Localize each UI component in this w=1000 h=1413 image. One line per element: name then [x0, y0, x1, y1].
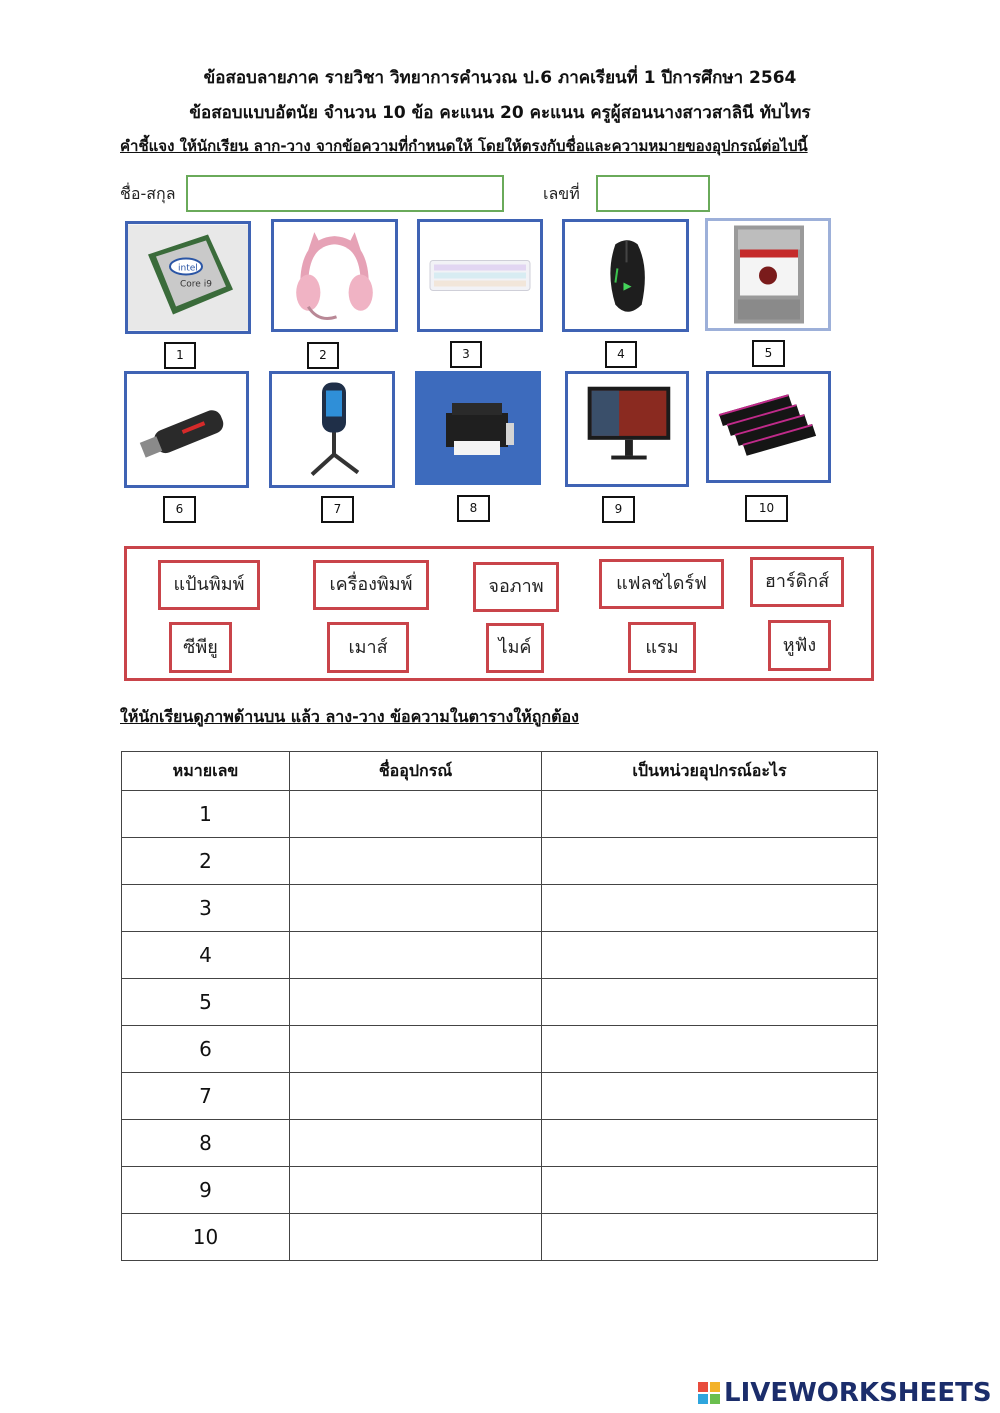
table-row — [122, 1026, 878, 1073]
device-type-cell[interactable] — [542, 885, 878, 932]
device-type-cell[interactable] — [542, 1167, 878, 1214]
flash-drive-icon — [127, 374, 246, 485]
device-type-cell[interactable] — [542, 1026, 878, 1073]
table-row — [122, 1120, 878, 1167]
picture-number-7: 7 — [321, 496, 354, 523]
word-microphone[interactable]: ไมค์ — [486, 623, 544, 673]
number-label: เลขที่ — [543, 184, 580, 203]
word-headphones[interactable]: หูฟัง — [768, 620, 831, 671]
svg-text:Core i9: Core i9 — [180, 279, 212, 290]
table-row — [122, 979, 878, 1026]
picture-10 — [706, 371, 831, 483]
device-name-cell[interactable] — [290, 932, 542, 979]
answer-table — [121, 751, 878, 1261]
row-number: 2 — [122, 838, 290, 885]
table-row — [122, 885, 878, 932]
instruction-text: คำชี้แจง ให้นักเรียน ลาก-วาง จากข้อความที่กำหนดให้ โดยให้ตรงกับชื่อและความหมายของอุปกรณ์ต่อไปนี้ — [120, 137, 808, 155]
picture-number-4: 4 — [605, 341, 637, 368]
device-name-cell[interactable] — [290, 1120, 542, 1167]
device-name-cell[interactable] — [290, 791, 542, 838]
name-input[interactable] — [186, 175, 504, 212]
word-ram[interactable]: แรม — [628, 622, 696, 673]
header-device-type: เป็นหน่วยอุปกรณ์อะไร — [542, 752, 878, 791]
liveworksheets-logo-icon — [698, 1382, 720, 1404]
hard-disk-icon — [708, 221, 828, 328]
table-row — [122, 838, 878, 885]
name-label: ชื่อ-สกุล — [120, 184, 176, 203]
row-number: 9 — [122, 1167, 290, 1214]
device-type-cell[interactable] — [542, 979, 878, 1026]
picture-number-9: 9 — [602, 496, 635, 523]
picture-number-3: 3 — [450, 341, 482, 368]
word-printer[interactable]: เครื่องพิมพ์ — [313, 560, 429, 610]
row-number: 7 — [122, 1073, 290, 1120]
picture-number-1: 1 — [164, 342, 196, 369]
device-type-cell[interactable] — [542, 1120, 878, 1167]
device-type-cell[interactable] — [542, 1214, 878, 1261]
table-row — [122, 1073, 878, 1120]
word-cpu[interactable]: ซีพียู — [169, 622, 232, 673]
headphones-icon — [274, 222, 395, 329]
row-number: 4 — [122, 932, 290, 979]
word-monitor[interactable]: จอภาพ — [473, 562, 559, 612]
monitor-icon — [568, 374, 686, 484]
row-number: 8 — [122, 1120, 290, 1167]
printer-icon — [418, 374, 538, 482]
picture-1 — [125, 221, 251, 334]
word-keyboard[interactable]: แป้นพิมพ์ — [158, 560, 260, 610]
row-number: 3 — [122, 885, 290, 932]
picture-number-8: 8 — [457, 495, 490, 522]
exam-subtitle: ข้อสอบแบบอัตนัย จำนวน 10 ข้อ คะแนน 20 คะแนน ครูผู้สอนนางสาวสาลินี ทับไทร — [189, 103, 811, 123]
row-number: 1 — [122, 791, 290, 838]
exam-title: ข้อสอบลายภาค รายวิชา วิทยาการคำนวณ ป.6 ภาคเรียนที่ 1 ปีการศึกษา 2564 — [203, 68, 797, 88]
ram-icon — [709, 374, 828, 480]
device-name-cell[interactable] — [290, 838, 542, 885]
table-row — [122, 1167, 878, 1214]
device-type-cell[interactable] — [542, 791, 878, 838]
mouse-icon — [565, 222, 686, 329]
picture-2 — [271, 219, 398, 332]
device-name-cell[interactable] — [290, 979, 542, 1026]
table-row — [122, 791, 878, 838]
word-flash-drive[interactable]: แฟลชไดร์ฟ — [599, 559, 724, 609]
picture-8 — [415, 371, 541, 485]
device-name-cell[interactable] — [290, 1073, 542, 1120]
picture-9 — [565, 371, 689, 487]
table-row — [122, 1214, 878, 1261]
number-input[interactable] — [596, 175, 710, 212]
picture-7 — [269, 371, 395, 488]
word-mouse[interactable]: เมาส์ — [327, 622, 409, 673]
header-number: หมายเลข — [122, 752, 290, 791]
table-row — [122, 932, 878, 979]
row-number: 6 — [122, 1026, 290, 1073]
header-device-name: ชื่ออุปกรณ์ — [290, 752, 542, 791]
microphone-icon — [272, 374, 392, 485]
cpu-icon — [128, 224, 248, 331]
table-instruction: ให้นักเรียนดูภาพด้านบน แล้ว ลาง-วาง ข้อความในตารางให้ถูกต้อง — [120, 707, 579, 726]
device-type-cell[interactable] — [542, 1073, 878, 1120]
svg-text:intel: intel — [178, 263, 198, 274]
brand-text: LIVEWORKSHEETS — [724, 1378, 992, 1408]
device-name-cell[interactable] — [290, 1214, 542, 1261]
device-type-cell[interactable] — [542, 838, 878, 885]
device-type-cell[interactable] — [542, 932, 878, 979]
picture-3 — [417, 219, 543, 332]
row-number: 10 — [122, 1214, 290, 1261]
picture-4 — [562, 219, 689, 332]
device-name-cell[interactable] — [290, 885, 542, 932]
keyboard-icon — [420, 222, 540, 329]
picture-number-6: 6 — [163, 496, 196, 523]
picture-number-10: 10 — [745, 495, 788, 522]
word-hard-disk[interactable]: ฮาร์ดิกส์ — [750, 557, 844, 607]
picture-5 — [705, 218, 831, 331]
picture-6 — [124, 371, 249, 488]
row-number: 5 — [122, 979, 290, 1026]
picture-number-2: 2 — [307, 342, 339, 369]
device-name-cell[interactable] — [290, 1167, 542, 1214]
device-name-cell[interactable] — [290, 1026, 542, 1073]
picture-number-5: 5 — [752, 340, 785, 367]
